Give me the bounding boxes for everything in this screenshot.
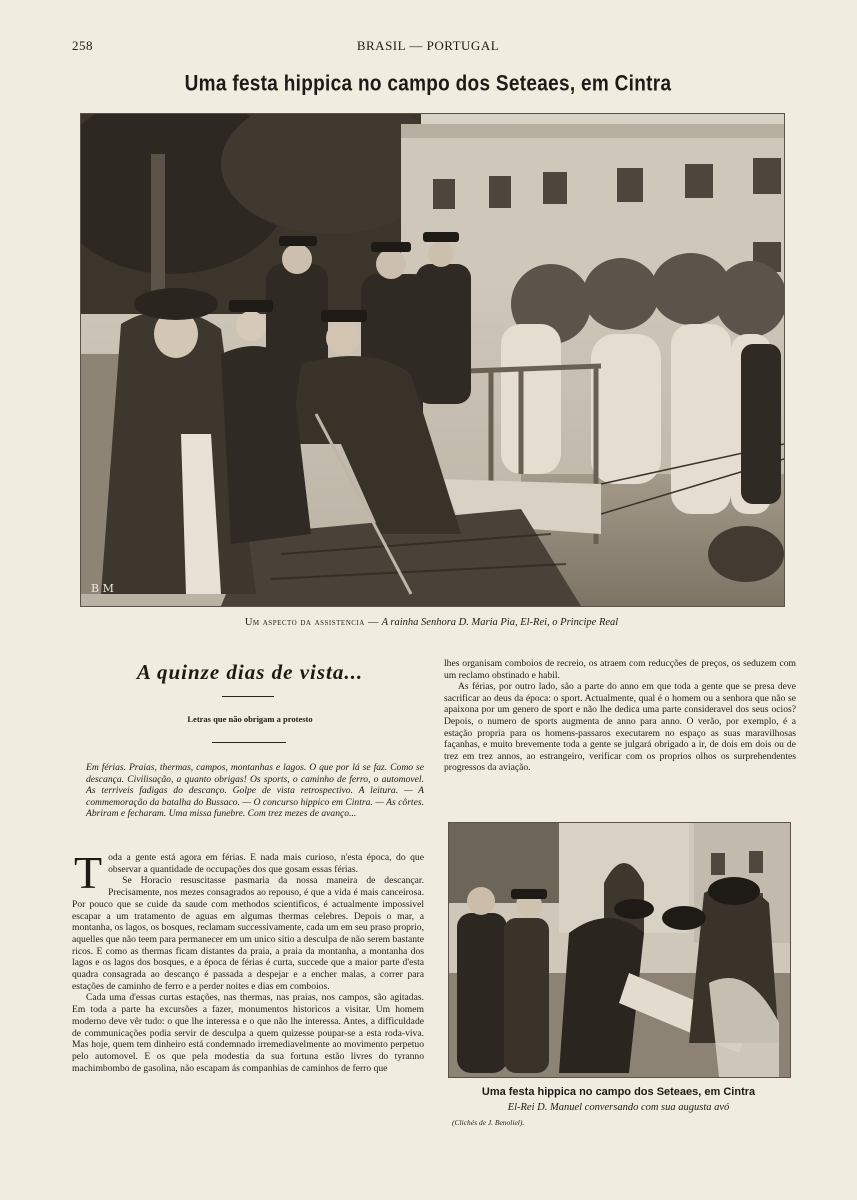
title-rule (222, 696, 274, 697)
main-photograph (80, 113, 785, 607)
photo-credit: (Clichés de J. Benoliel). (452, 1118, 525, 1127)
running-head (72, 38, 784, 56)
main-photo-caption (80, 617, 783, 628)
caption-rest: A rainha Senhora D. Maria Pia, El-Rei, o Principe Real (381, 617, 619, 628)
caption-lead: Um aspecto da assistencia — (244, 617, 379, 628)
first-paragraph (72, 847, 424, 898)
secondary-photograph (448, 822, 791, 1078)
article-body-right-column (444, 658, 796, 774)
body-paragraph: Cada uma d'essas curtas estações, nas thermas, nas praias, nos campos, são agitadas. Em toda a parte ha excursões a fazer, monumentos historicos a visitar. Um homem moderno deve vêr tudo: o que lhe interessa e o que não lhe interessa. Antes, a difficuldade de communicações podia servir de desculpa a quem quizesse poupar-se a esta roda-viva. Mas hoje, quem tem dinheiro está condemnado irremediavelmente ao movimento perpetuo pelo automovel. E os que pela modestia da sua fortuna estão livres do tyranno machimbombo de gasolina, não escapam ás companhias de caminhos de ferro que (72, 992, 424, 1074)
article-summary: Em férias. Praias, thermas, campos, montanhas e lagos. O que por lá se faz. Como se descança. Civilisação, a quanto obrigas! Os sports, o caminho de ferro, o automovel. As terriveis fadigas do descanço. Golpe de vista retrospectivo. A leitura. — A commemoração da batalha do Bussaco. — O concurso hippico em Cintra. — As côrtes. Abriram e fecharam. Uma missa funebre. Com trez mezes de avanço... (86, 762, 424, 820)
main-photograph-image (81, 114, 784, 606)
subtitle-rule (212, 742, 286, 743)
journal-title: BRASIL — PORTUGAL (356, 38, 500, 53)
article-subtitle: Letras que não obrigam a protesto (187, 714, 313, 724)
body-paragraph: As férias, por outro lado, são a parte do anno em que toda a gente que se presa deve sacrificar ao deus da época: o sport. Actualmente, qual é o homem ou a senhora que não se apaixona por um genero de sport e não lhe dedica uma parte consideravel dos seus ocios? Depois, o numero de sports augmenta de anno para anno. O verão, por exemplo, é a estação propria para os homens-passaros executarem no espaço as suas maravilhosas façanhas, e muito brevemente toda a gente se julgará obrigado a ir, de dois em dois ou de trez em trez annos, ao estrangeiro, verificar com os proprios olhos os surprehendentes progressos da aviação. (444, 681, 796, 774)
body-paragraph: Se Horacio resuscitasse pasmaria da nossa maneira de descançar. Precisamente, nos mezes consagrados ao repouso, é que a vida é mais canceirosa. Por pouco que se cuide da saude com methodos scientificos, é actualmente impossivel escapar a um tratamento de aguas em algumas thermas celebres. Depois o mar, a montanha, os lagos, os bosques, reclamam successivamente, cada um em seu praso proprio, aquelles que não teem para permanecer em um unico sitio a desculpa de não serem bastante ricos. E como as thermas ficam distantes da praia, a praia da montanha, a montanha dos lagos e os lagos dos bosques, e a época de férias é curta, succede que a maior parte d'esta quadra consagrada ao descanço é passada a despejar e a encher malas, a correr para estações de caminho de ferro e a perder noites e dias em comboios. (72, 875, 424, 992)
first-paragraph-text: oda a gente está agora em férias. E nada mais curioso, n'esta época, do que observar a quantidade de occupações dos que gosam essas férias. (108, 852, 424, 875)
secondary-photo-caption-title: Uma festa hippica no campo dos Seteaes, em Cintra (481, 1086, 756, 1098)
secondary-photograph-image (449, 823, 790, 1077)
photo-monogram: B M (91, 582, 114, 595)
main-title: Uma festa hippica no campo dos Seteaes, em Cintra (184, 72, 672, 97)
secondary-photo-caption-subtitle: El-Rei D. Manuel conversando com sua augusta avó (507, 1102, 730, 1113)
page-number: 258 (72, 38, 93, 53)
continued-paragraph: lhes organisam comboios de recreio, os atraem com reducções de preços, os seduzem com um reclamo obstinado e habil. (444, 658, 796, 681)
article-body-left-column (72, 847, 424, 1074)
article-title: A quinze dias de vista... (136, 660, 364, 684)
dropcap-letter: T (74, 847, 103, 898)
